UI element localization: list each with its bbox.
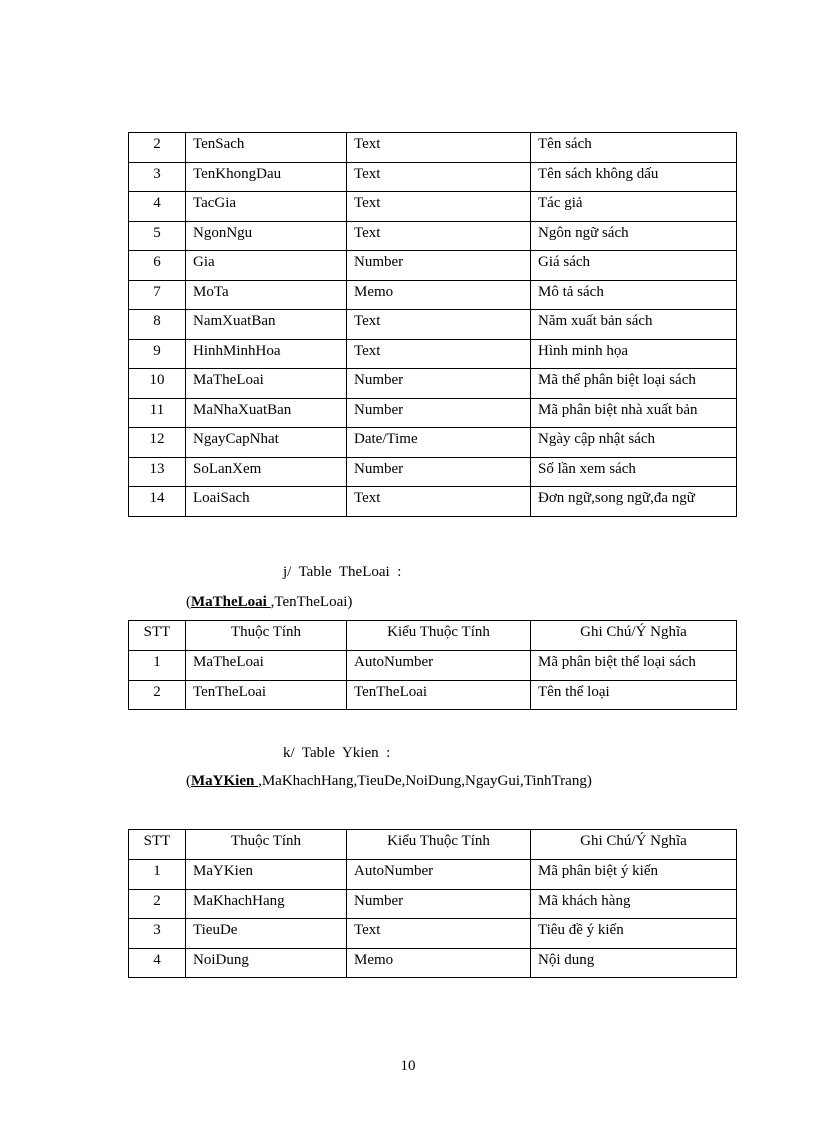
book-table-body: [129, 133, 737, 517]
cell-attribute: TieuDe: [186, 919, 347, 949]
section-j-heading: j/ Table TheLoai :: [283, 564, 402, 580]
cell-type: TenTheLoai: [347, 680, 531, 710]
cell-type: Text: [347, 221, 531, 251]
cell-attribute: NgayCapNhat: [186, 428, 347, 458]
cell-attribute: MoTa: [186, 280, 347, 310]
cell-stt: 2: [129, 889, 186, 919]
primary-key: MaTheLoai: [191, 594, 271, 610]
cell-note: Ngôn ngữ sách: [531, 221, 737, 251]
cell-note: Mã thể phân biệt loại sách: [531, 369, 737, 399]
cell-stt: 13: [129, 457, 186, 487]
cell-stt: 12: [129, 428, 186, 458]
cell-stt: 2: [129, 133, 186, 163]
cell-note: Nội dung: [531, 948, 737, 978]
cell-attribute: LoaiSach: [186, 487, 347, 517]
cell-stt: 14: [129, 487, 186, 517]
cell-note: Tiêu đề ý kiến: [531, 919, 737, 949]
cell-note: Hình minh họa: [531, 339, 737, 369]
cell-note: Mã phân biệt thể loại sách: [531, 651, 737, 681]
schema-fields: ,TenTheLoai): [270, 594, 353, 610]
page-number: 10: [400, 1058, 416, 1074]
table-row: [129, 280, 737, 310]
table-row: [129, 162, 737, 192]
table-row: [129, 251, 737, 281]
schema-open-paren: (: [186, 594, 191, 610]
table-row: [129, 428, 737, 458]
cell-note: Giá sách: [531, 251, 737, 281]
cell-attribute: NamXuatBan: [186, 310, 347, 340]
theloai-table-body: [129, 651, 737, 710]
cell-type: Number: [347, 251, 531, 281]
cell-note: Ngày cập nhật sách: [531, 428, 737, 458]
cell-stt: 3: [129, 919, 186, 949]
cell-attribute: TenTheLoai: [186, 680, 347, 710]
cell-attribute: MaYKien: [186, 860, 347, 890]
cell-type: Number: [347, 457, 531, 487]
cell-type: Text: [347, 919, 531, 949]
cell-type: AutoNumber: [347, 860, 531, 890]
header-stt: STT: [129, 621, 186, 651]
cell-attribute: MaTheLoai: [186, 369, 347, 399]
cell-type: Text: [347, 339, 531, 369]
cell-stt: 4: [129, 948, 186, 978]
table-row: [129, 919, 737, 949]
cell-note: Số lần xem sách: [531, 457, 737, 487]
table-header-row: [129, 830, 737, 860]
cell-note: Tên thể loại: [531, 680, 737, 710]
cell-stt: 2: [129, 680, 186, 710]
table-row: [129, 889, 737, 919]
header-attribute: Thuộc Tính: [186, 830, 347, 860]
cell-stt: 6: [129, 251, 186, 281]
cell-type: Date/Time: [347, 428, 531, 458]
cell-type: Text: [347, 192, 531, 222]
book-table-continued: [128, 132, 737, 517]
cell-attribute: MaTheLoai: [186, 651, 347, 681]
table-row: [129, 948, 737, 978]
schema-open-paren: (: [186, 773, 191, 789]
cell-attribute: TacGia: [186, 192, 347, 222]
cell-note: Mã khách hàng: [531, 889, 737, 919]
cell-note: Mã phân biệt nhà xuất bản: [531, 398, 737, 428]
cell-attribute: TenSach: [186, 133, 347, 163]
cell-attribute: MaNhaXuatBan: [186, 398, 347, 428]
header-type: Kiểu Thuộc Tính: [347, 830, 531, 860]
table-row: [129, 221, 737, 251]
cell-stt: 11: [129, 398, 186, 428]
table-row: [129, 133, 737, 163]
table-row: [129, 192, 737, 222]
cell-type: Text: [347, 310, 531, 340]
cell-type: Text: [347, 133, 531, 163]
cell-note: Tên sách không dấu: [531, 162, 737, 192]
header-note: Ghi Chú/Ý Nghĩa: [531, 830, 737, 860]
primary-key: MaYKien: [191, 773, 259, 789]
cell-note: Mã phân biệt ý kiến: [531, 860, 737, 890]
section-k-heading: k/ Table Ykien :: [283, 745, 391, 761]
table-row: [129, 398, 737, 428]
cell-type: Text: [347, 162, 531, 192]
cell-type: Memo: [347, 280, 531, 310]
cell-stt: 4: [129, 192, 186, 222]
cell-stt: 9: [129, 339, 186, 369]
cell-stt: 5: [129, 221, 186, 251]
cell-attribute: HinhMinhHoa: [186, 339, 347, 369]
cell-attribute: TenKhongDau: [186, 162, 347, 192]
cell-type: Number: [347, 369, 531, 399]
cell-attribute: MaKhachHang: [186, 889, 347, 919]
table-row: [129, 860, 737, 890]
cell-type: Text: [347, 487, 531, 517]
table-row: [129, 651, 737, 681]
header-note: Ghi Chú/Ý Nghĩa: [531, 621, 737, 651]
cell-attribute: SoLanXem: [186, 457, 347, 487]
table-row: [129, 457, 737, 487]
cell-note: Tác giả: [531, 192, 737, 222]
cell-type: Number: [347, 398, 531, 428]
cell-note: Tên sách: [531, 133, 737, 163]
table-row: [129, 487, 737, 517]
cell-stt: 10: [129, 369, 186, 399]
theloai-table: [128, 620, 737, 710]
table-row: [129, 310, 737, 340]
cell-stt: 8: [129, 310, 186, 340]
header-type: Kiểu Thuộc Tính: [347, 621, 531, 651]
cell-stt: 3: [129, 162, 186, 192]
cell-stt: 1: [129, 651, 186, 681]
table-row: [129, 339, 737, 369]
cell-note: Đơn ngữ,song ngữ,đa ngữ: [531, 487, 737, 517]
section-j-schema: [186, 593, 352, 611]
cell-attribute: Gia: [186, 251, 347, 281]
cell-type: Memo: [347, 948, 531, 978]
cell-attribute: NoiDung: [186, 948, 347, 978]
ykien-table: [128, 829, 737, 978]
cell-stt: 1: [129, 860, 186, 890]
cell-stt: 7: [129, 280, 186, 310]
cell-type: Number: [347, 889, 531, 919]
table-row: [129, 680, 737, 710]
header-stt: STT: [129, 830, 186, 860]
schema-fields: ,MaKhachHang,TieuDe,NoiDung,NgayGui,TinhTrang): [258, 773, 592, 789]
section-k-schema: [186, 772, 592, 790]
header-attribute: Thuộc Tính: [186, 621, 347, 651]
cell-note: Mô tả sách: [531, 280, 737, 310]
cell-note: Năm xuất bản sách: [531, 310, 737, 340]
table-row: [129, 369, 737, 399]
table-header-row: [129, 621, 737, 651]
cell-attribute: NgonNgu: [186, 221, 347, 251]
ykien-table-body: [129, 860, 737, 978]
cell-type: AutoNumber: [347, 651, 531, 681]
